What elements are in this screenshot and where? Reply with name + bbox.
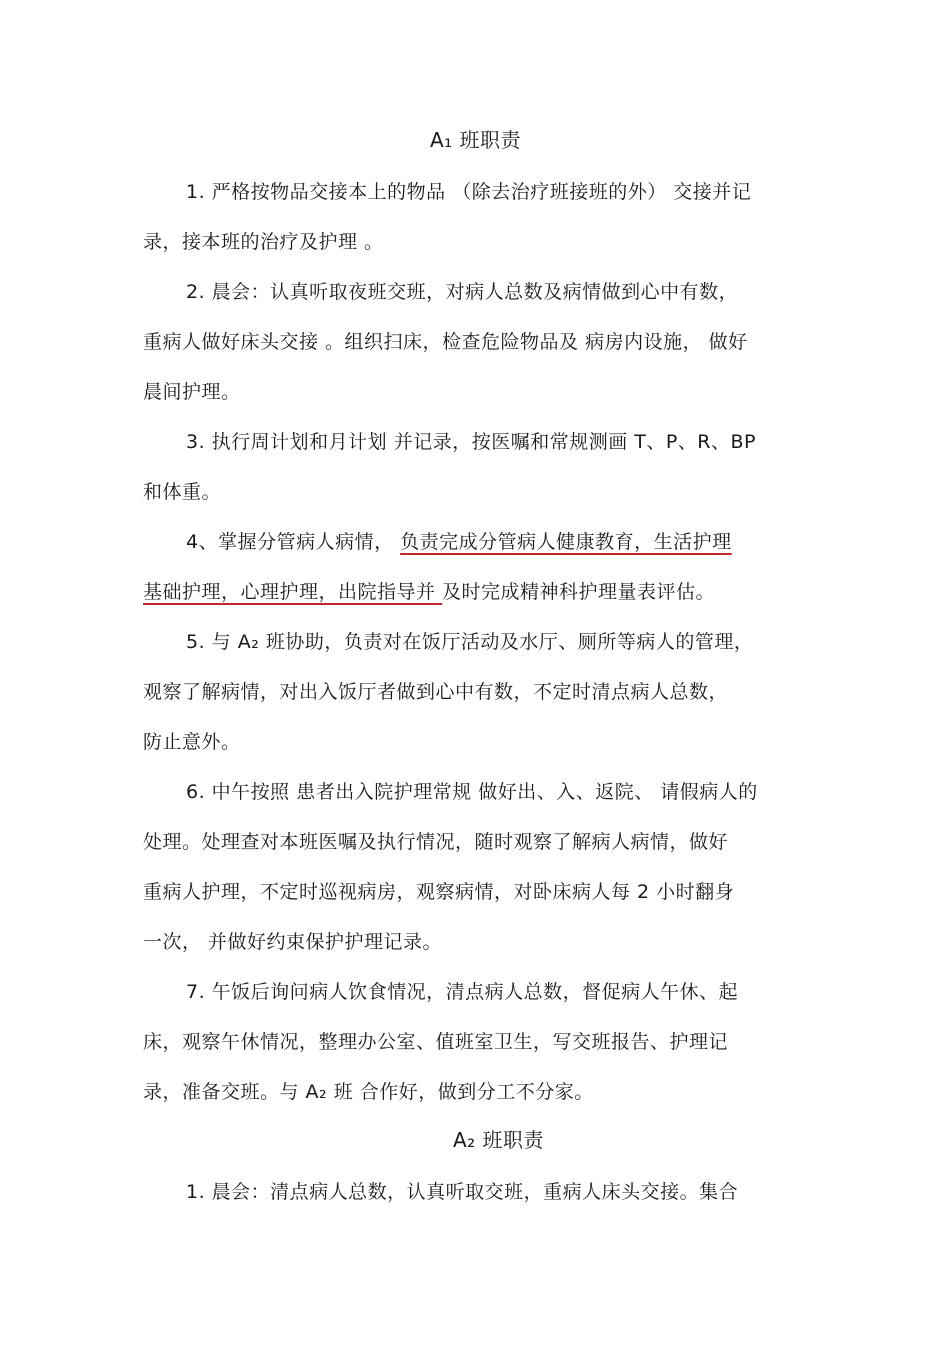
a1-item-5-line-1: 5. 与 A₂ 班协助，负责对在饭厅活动及水厅、厕所等病人的管理， [186,631,754,653]
a1-item-1-line-1: 1. 严格按物品交接本上的物品 （除去治疗班接班的外） 交接并记 [186,181,752,203]
a1-item-7-line-1: 7. 午饭后询问病人饮食情况，清点病人总数，督促病人午休、起 [186,981,739,1003]
a2-section-title: A₂ 班职责 [453,1128,545,1152]
a1-section-title: A₁ 班职责 [430,128,522,152]
a1-item-4-line-2-underlined: 基础护理，心理护理，出院指导并 [143,581,443,603]
a1-item-4-line-1-plain: 4、掌握分管病人病情， [186,531,401,553]
a1-item-2-line-1: 2. 晨会：认真听取夜班交班，对病人总数及病情做到心中有数， [186,281,739,303]
a1-item-4-line-1 [186,530,732,554]
a1-item-3-line-2: 和体重。 [143,481,222,503]
a1-item-4-line-2-plain: 及时完成精神科护理量表评估。 [442,581,716,603]
a1-item-6-line-4: 一次， 并做好约束保护护理记录。 [143,931,443,953]
a1-item-6-line-1: 6. 中午按照 患者出入院护理常规 做好出、入、返院、 请假病人的 [186,781,758,803]
a1-item-3-line-1: 3. 执行周计划和月计划 并记录，按医嘱和常规测画 T、P、R、BP [186,431,757,453]
a1-item-7-line-2: 床，观察午休情况，整理办公室、值班室卫生，写交班报告、护理记 [143,1031,729,1053]
a1-item-5-line-2: 观察了解病情，对出入饭厅者做到心中有数，不定时清点病人总数， [143,681,729,703]
a1-item-4-line-2 [143,580,715,604]
a1-item-5-line-3: 防止意外。 [143,731,241,753]
a1-item-7-line-3: 录，准备交班。与 A₂ 班 合作好，做到分工不分家。 [143,1081,594,1103]
a1-item-2-line-2: 重病人做好床头交接 。组织扫床，检查危险物品及 病房内设施， 做好 [143,331,748,353]
a1-item-2-line-3: 晨间护理。 [143,381,241,403]
a1-item-6-line-3: 重病人护理，不定时巡视病房，观察病情，对卧床病人每 2 小时翻身 [143,881,735,903]
a1-item-4-line-1-underlined: 负责完成分管病人健康教育，生活护理 [400,531,732,553]
a1-item-1-line-2: 录，接本班的治疗及护理 。 [143,231,384,253]
a1-item-6-line-2: 处理。处理查对本班医嘱及执行情况，随时观察了解病人病情，做好 [143,831,729,853]
a2-item-1-line-1: 1. 晨会：清点病人总数，认真听取交班，重病人床头交接。集合 [186,1181,739,1203]
